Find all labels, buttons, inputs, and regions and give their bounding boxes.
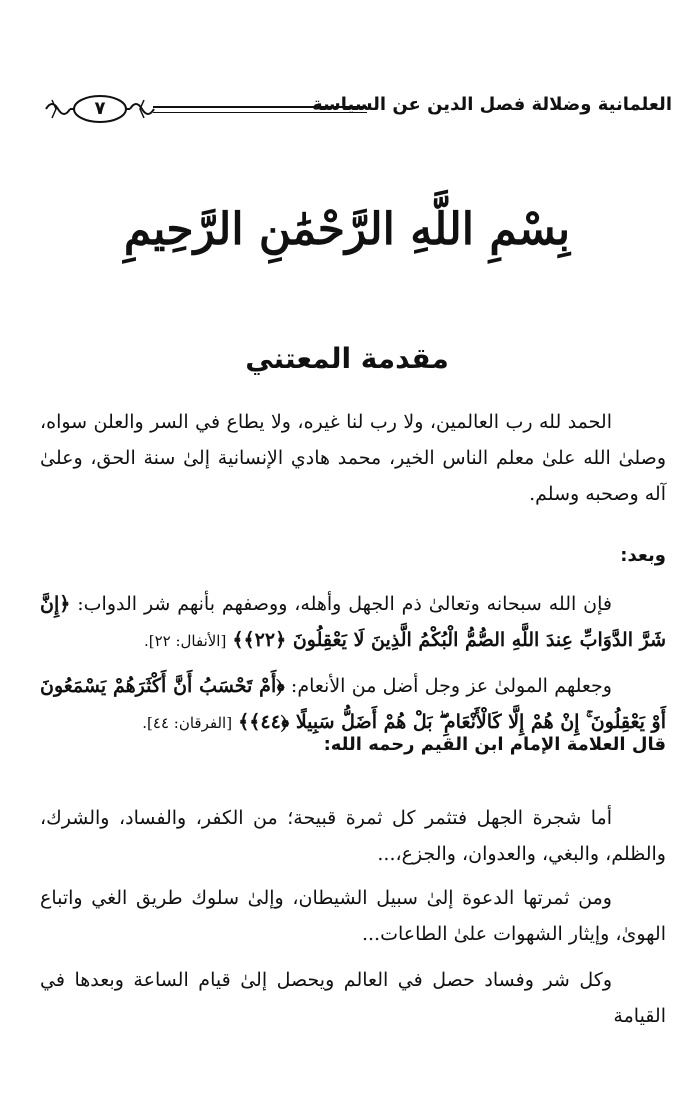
- verse-citation: [الفرقان: ٤٤].: [142, 714, 233, 732]
- paragraph-text: فإن الله سبحانه وتعالىٰ ذم الجهل وأهله، ووصفهم بأنهم شر الدواب:: [77, 593, 612, 615]
- quran-verse: ﴿إِنَّ شَرَّ الدَّوَابِّ عِندَ اللَّهِ الصُّمُّ الْبُكْمُ الَّذِينَ لَا يَعْقِلُونَ ﴿٢٢﴾﴾: [40, 593, 666, 651]
- quran-verse: ﴿أَمْ تَحْسَبُ أَنَّ أَكْثَرَهُمْ يَسْمَعُونَ أَوْ يَعْقِلُونَ ۚ إِنْ هُمْ إِلَّا كَالْأَنْعَامِ ۖ بَلْ هُمْ أَضَلُّ سَبِيلًا ﴿٤٤﴾﴾: [40, 675, 666, 733]
- paragraph-quote-2: ومن ثمرتها الدعوة إلىٰ سبيل الشيطان، وإلىٰ سلوك طريق الغي واتباع الهوىٰ، وإيثار الشهوات علىٰ الطاعات...: [40, 887, 666, 945]
- paragraph-quote-1: أما شجرة الجهل فتثمر كل ثمرة قبيحة؛ من الكفر، والفساد، والشرك، والظلم، والبغي، والعدوان، والجزع،...: [40, 807, 666, 865]
- paragraph-intro: الحمد لله رب العالمين، ولا رب لنا غيره، ولا يطاع في السر والعلن سواه، وصلىٰ الله علىٰ معلم الناس الخير، محمد هادي الإنسانية إلىٰ سنة الحق، وعلىٰ آله وصحبه وسلم.: [40, 411, 666, 505]
- section-title: مقدمة المعتني: [245, 342, 449, 375]
- subheading-after: وبعد:: [620, 545, 666, 566]
- paragraph-verse-furqan: [40, 668, 666, 741]
- subheading-ibn-qayyim: قال العلامة الإمام ابن القيم رحمه الله:: [323, 734, 666, 755]
- running-title: العلمانية وضلالة فصل الدين عن السياسة: [312, 94, 672, 115]
- paragraph-verse-anfal: [40, 586, 666, 659]
- page-number: ٧: [94, 98, 106, 119]
- paragraph-quote-3: وكل شر وفساد حصل في العالم ويحصل إلىٰ قيام الساعة وبعدها في القيامة: [40, 969, 666, 1027]
- page-header: [38, 92, 672, 128]
- verse-citation: [الأنفال: ٢٢].: [143, 632, 227, 650]
- paragraph-text: وجعلهم المولىٰ عز وجل أضل من الأنعام:: [290, 675, 612, 697]
- basmala-calligraphy: بِسْمِ اللَّهِ الرَّحْمَٰنِ الرَّحِيمِ: [123, 204, 571, 255]
- header-rule: [153, 106, 367, 114]
